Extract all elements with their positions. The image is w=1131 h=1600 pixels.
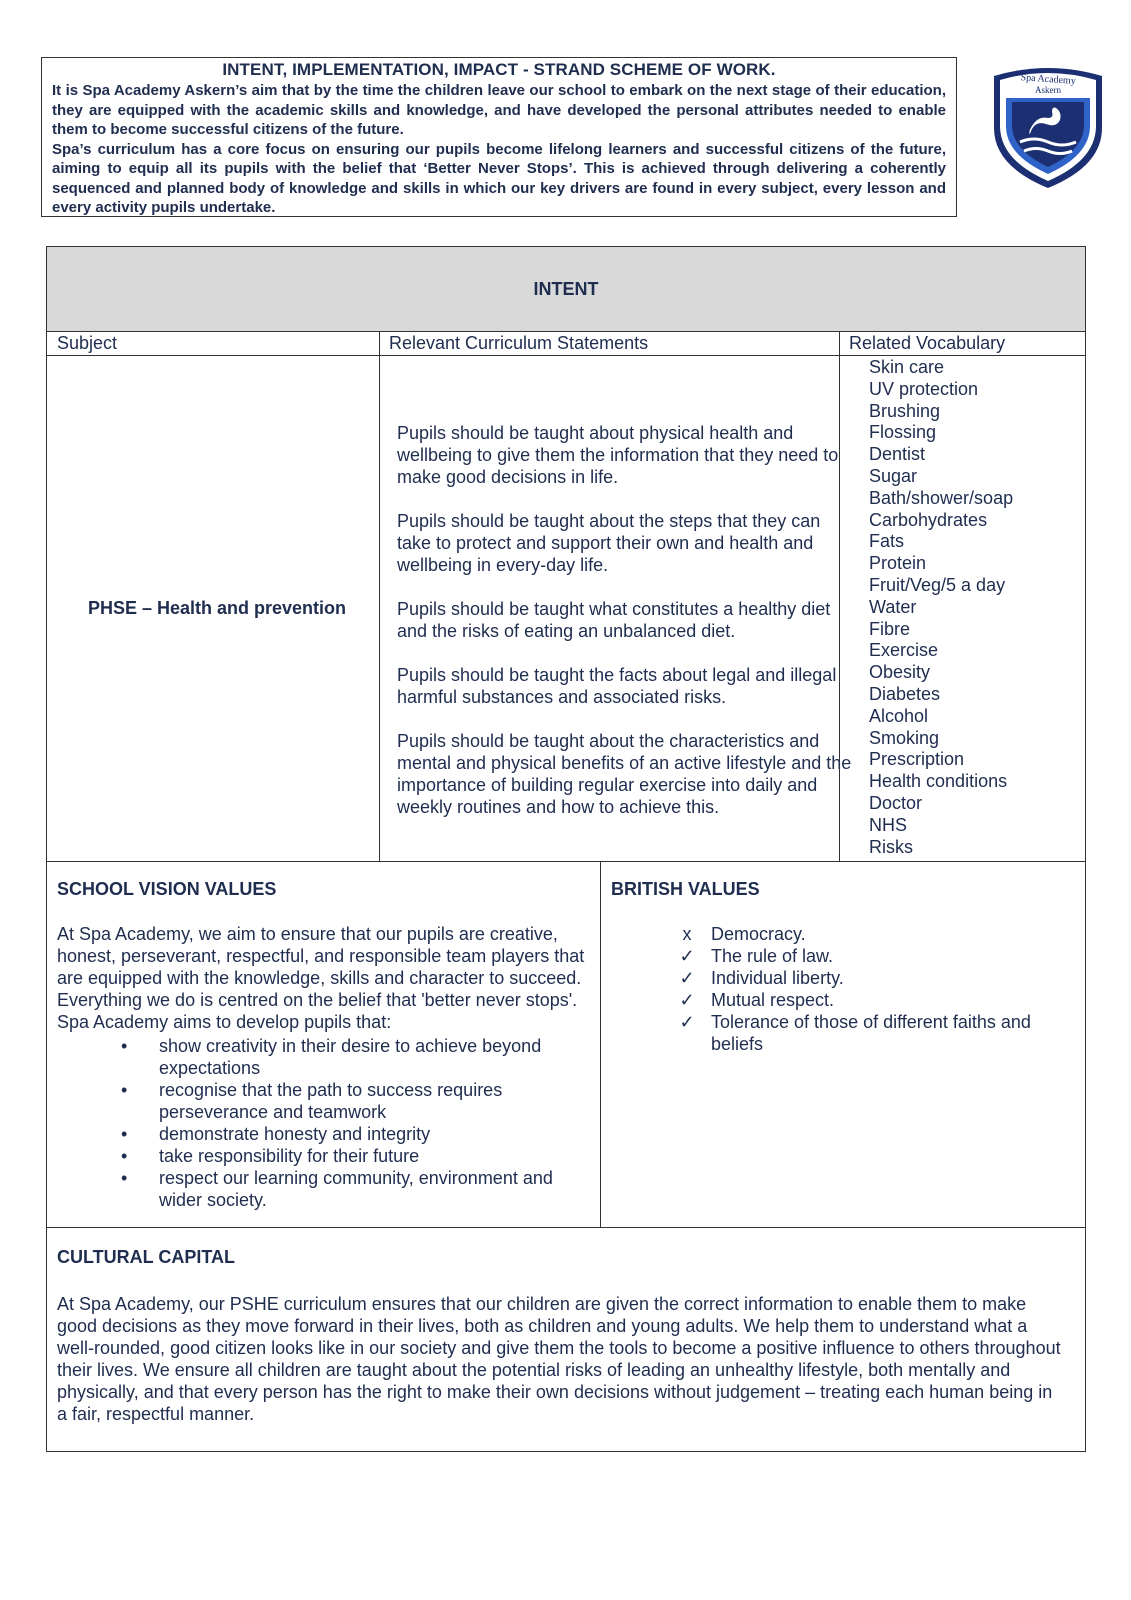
vocab-item: Bath/shower/soap (869, 487, 1014, 508)
british-value-text: Tolerance of those of different faiths and beliefs (711, 1012, 1031, 1054)
vocab-item: Prescription (869, 749, 965, 770)
check-mark-icon: ✓ (679, 1012, 695, 1032)
column-header-subject: Subject (57, 333, 118, 353)
statement-item: Pupils should be taught about physical health and wellbeing to give them the information that they need to make good decisions in life. (397, 423, 839, 487)
statement-item: Pupils should be taught the facts about legal and illegal harmful substances and associated risks. (397, 665, 837, 707)
british-value-text: Mutual respect. (711, 990, 835, 1010)
school-crest-logo (990, 62, 1106, 192)
intro-paragraph-curriculum: Spa’s curriculum has a core focus on ensuring our pupils become lifelong learners and successful citizens of the future, aiming to equip all its pupils with the belief that ‘Better Never Stops’. This is achieved through delivering a coherently sequenced and planned body of knowledge and skills in which our key drivers are found in every subject, every lesson and every activity pupils undertake. (52, 140, 946, 216)
vision-item: • show creativity in their desire to achieve beyond expectations (111, 1035, 581, 1079)
vocab-item: UV protection (869, 378, 979, 399)
divider (600, 861, 601, 1227)
crest-name-text: Spa Academy (1020, 72, 1077, 87)
british-value-item (677, 923, 1077, 945)
british-value-item (677, 967, 1077, 989)
vocab-item: Obesity (869, 662, 931, 683)
vision-list (111, 1035, 581, 1211)
vocab-item: Risks (869, 836, 913, 857)
vocab-item: Fruit/Veg/5 a day (869, 574, 1006, 595)
vocab-item: Diabetes (869, 683, 941, 704)
vocab-item: Fibre (869, 618, 911, 639)
statement-item: Pupils should be taught about the steps that they can take to protect and support their own and health and wellbeing in every-day life. (397, 511, 821, 575)
check-mark-icon: ✓ (679, 990, 695, 1010)
swan-shield-icon (990, 62, 1106, 192)
vision-text: At Spa Academy, we aim to ensure that our pupils are creative, honest, perseverant, respectful, and responsible team players that are equipped with the knowledge, skills and character to succeed. Everything we do is centred on the belief that 'better never stops'. Spa Academy aims to develop pupils that: (57, 924, 585, 1032)
vocab-item: Fats (869, 531, 905, 552)
british-value-text: The rule of law. (711, 946, 834, 966)
scheme-table (46, 246, 1086, 1452)
vocab-item: Brushing (869, 400, 941, 421)
intro-paragraph-aim: It is Spa Academy Askern’s aim that by the time the children leave our school to embark on the next stage of their education, they are equipped with the academic skills and knowledge, and have developed the personal attributes needed to enable them to become successful citizens of the future. (52, 82, 946, 138)
british-values-list (677, 923, 1077, 1055)
vision-item: • recognise that the path to success requires perseverance and teamwork (111, 1079, 581, 1123)
vocab-item: NHS (869, 814, 908, 835)
cultural-capital-text: At Spa Academy, our PSHE curriculum ensures that our children are given the correct information to enable them to make good decisions as they move forward in their lives, both as children and young adults. We help them to understand what a well-rounded, good citizen looks like in our society and give them the tools to become a positive influence to others throughout their lives. We ensure all children are taught about the potential risks of leading an unhealthy lifestyle, both mentally and physically, and that every person has the right to make their own decisions without judgement – treating each human being in a fair, respectful manner. (57, 1294, 1061, 1424)
curriculum-statements (397, 422, 857, 840)
vocab-item: Dentist (869, 444, 926, 465)
vocab-item: Water (869, 596, 917, 617)
vocab-item: Skin care (869, 357, 945, 377)
british-value-item (677, 1011, 1077, 1055)
vocab-item: Smoking (869, 727, 940, 748)
statement-item: Pupils should be taught what constitutes a healthy diet and the risks of eating an unbalanced diet. (397, 599, 831, 641)
page-title: INTENT, IMPLEMENTATION, IMPACT - STRAND SCHEME OF WORK. (222, 60, 776, 79)
divider (47, 1227, 1085, 1228)
column-header-vocabulary: Related Vocabulary (849, 333, 1006, 353)
vocab-item: Health conditions (869, 771, 1008, 792)
british-value-item (677, 945, 1077, 967)
british-value-text: Individual liberty. (711, 968, 844, 988)
vision-item: • take responsibility for their future (111, 1145, 581, 1167)
intro-box (41, 57, 957, 217)
british-value-item (677, 989, 1077, 1011)
vocab-item: Doctor (869, 792, 923, 813)
divider (47, 861, 1085, 862)
subject-cell (47, 355, 387, 861)
check-mark-icon: ✓ (679, 946, 695, 966)
subject-name: PHSE – Health and prevention (87, 597, 347, 618)
vocab-item: Exercise (869, 640, 939, 661)
cultural-capital-title: CULTURAL CAPITAL (57, 1247, 235, 1267)
british-values-title: BRITISH VALUES (611, 879, 760, 899)
vision-item: • demonstrate honesty and integrity (111, 1123, 581, 1145)
intent-heading: INTENT (47, 247, 1085, 332)
vocab-item: Alcohol (869, 705, 929, 726)
vocab-item: Sugar (869, 465, 918, 486)
vocabulary-list (869, 357, 1013, 858)
column-header-statements: Relevant Curriculum Statements (389, 333, 649, 353)
check-mark-icon: ✓ (679, 968, 695, 988)
statement-item: Pupils should be taught about the characteristics and mental and physical benefits of an active lifestyle and the importance of building regular exercise into daily and weekly routines and how to achieve this. (397, 731, 852, 817)
vocab-item: Protein (869, 553, 927, 574)
column-header-row (47, 331, 1085, 356)
vocab-item: Carbohydrates (869, 509, 988, 530)
vision-item: • respect our learning community, environment and wider society. (111, 1167, 581, 1211)
cross-mark-icon: x (682, 924, 692, 944)
british-value-text: Democracy. (711, 924, 806, 944)
vision-title: SCHOOL VISION VALUES (57, 879, 277, 899)
vocab-item: Flossing (869, 422, 937, 443)
crest-place-text: Askern (1035, 85, 1061, 95)
